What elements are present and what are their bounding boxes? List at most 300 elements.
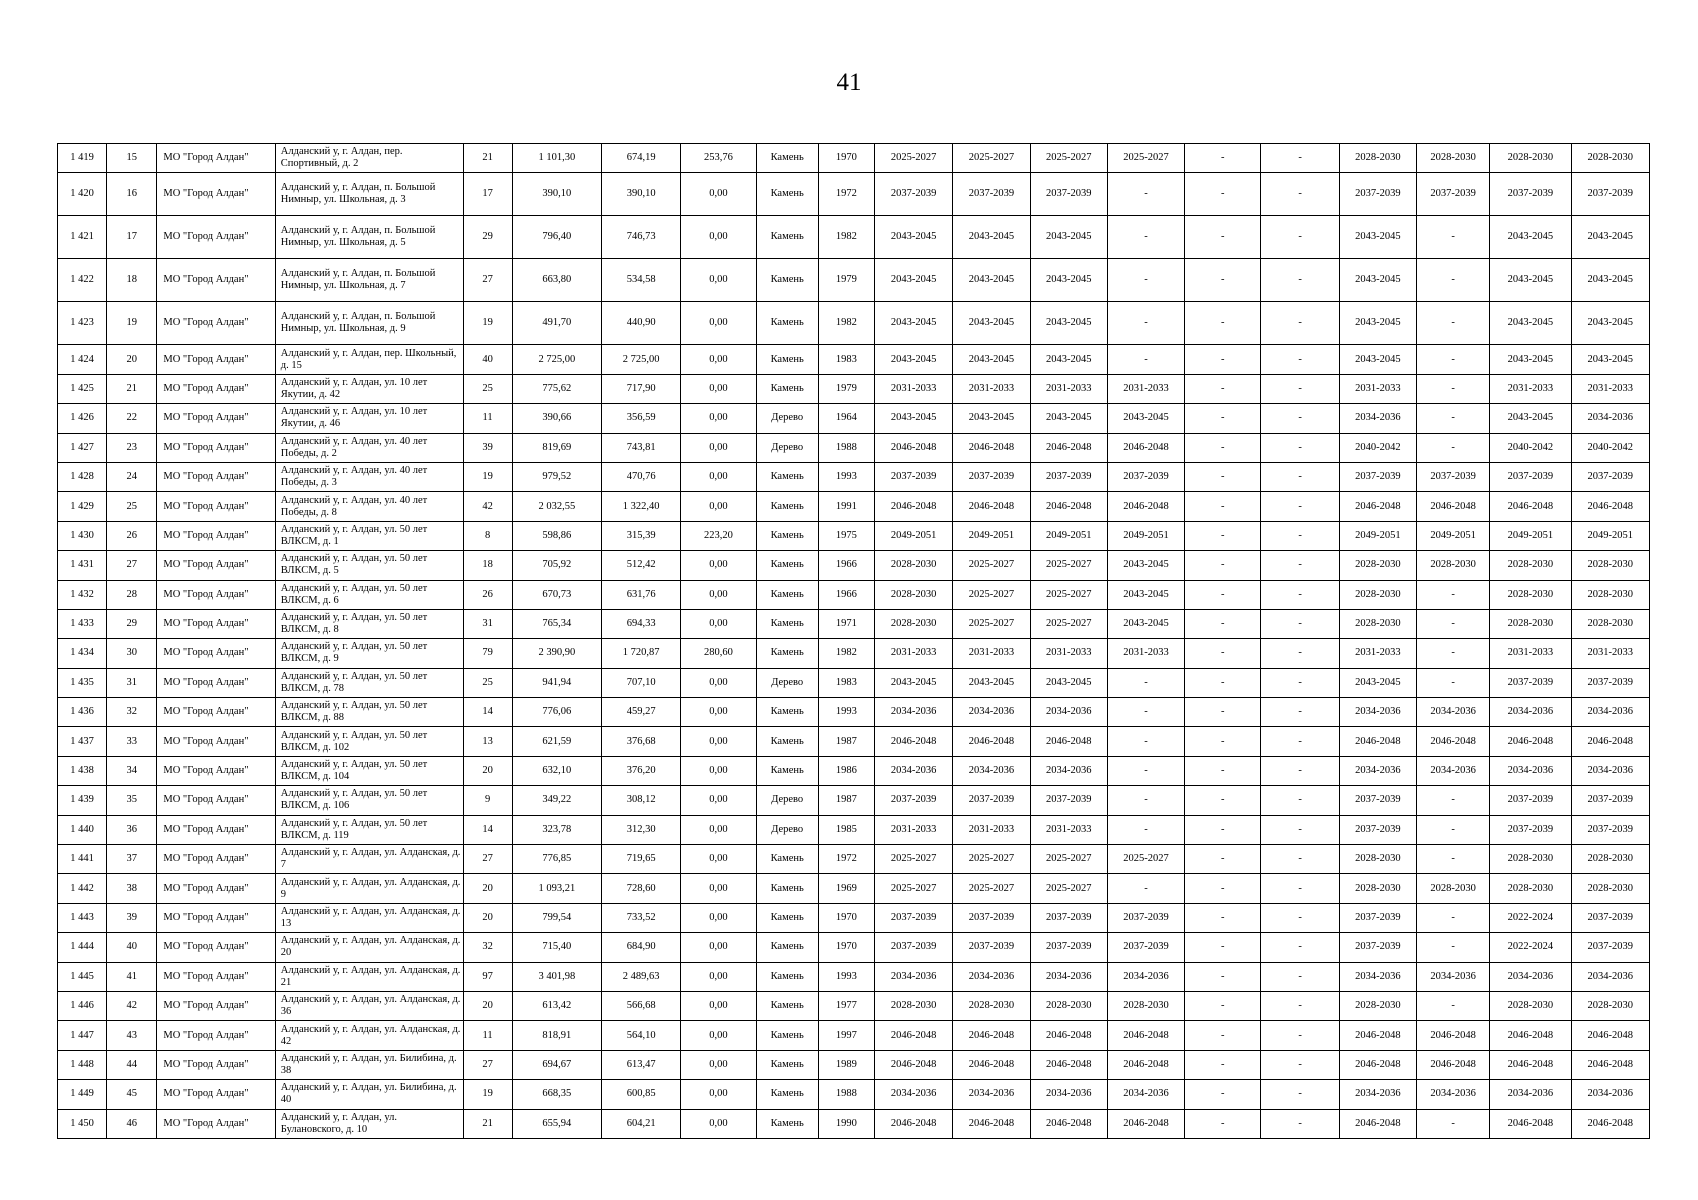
cell-term-4: 2037-2039 [1107, 933, 1184, 962]
cell-term-8: - [1416, 786, 1489, 815]
cell-term-7: 2028-2030 [1339, 551, 1416, 580]
cell-term-10: 2037-2039 [1571, 786, 1649, 815]
cell-term-6: - [1261, 639, 1339, 668]
cell-term-3: 2043-2045 [1030, 345, 1107, 374]
cell-term-3: 2046-2048 [1030, 1109, 1107, 1138]
cell-term-8: - [1416, 259, 1489, 302]
cell-term-9: 2043-2045 [1490, 302, 1571, 345]
cell-term-9: 2037-2039 [1490, 173, 1571, 216]
cell-term-6: - [1261, 259, 1339, 302]
cell-wall-material: Дерево [756, 786, 818, 815]
cell-municipality: МО "Город Алдан" [157, 433, 275, 462]
cell-row-number: 44 [107, 1050, 157, 1079]
cell-term-10: 2034-2036 [1571, 962, 1649, 991]
table-row [58, 551, 1650, 580]
table-row [58, 698, 1650, 727]
cell-nonresidential-area: 0,00 [681, 345, 756, 374]
cell-term-8: - [1416, 991, 1489, 1020]
cell-term-10: 2046-2048 [1571, 727, 1649, 756]
cell-total-area: 979,52 [512, 462, 601, 491]
cell-row-number: 41 [107, 962, 157, 991]
cell-term-6: - [1261, 609, 1339, 638]
cell-term-6: - [1261, 815, 1339, 844]
cell-address: Алданский у, г. Алдан, ул. 50 лет ВЛКСМ, д. 88 [275, 698, 463, 727]
housing-registry-table [57, 143, 1650, 1139]
cell-registry-number: 1 425 [58, 374, 107, 403]
cell-term-3: 2025-2027 [1030, 144, 1107, 173]
cell-term-2: 2037-2039 [953, 786, 1030, 815]
cell-term-3: 2034-2036 [1030, 698, 1107, 727]
cell-term-10: 2046-2048 [1571, 1021, 1649, 1050]
cell-term-6: - [1261, 345, 1339, 374]
cell-term-10: 2028-2030 [1571, 580, 1649, 609]
cell-residential-area: 600,85 [602, 1080, 681, 1109]
cell-nonresidential-area: 0,00 [681, 1109, 756, 1138]
cell-address: Алданский у, г. Алдан, ул. 50 лет ВЛКСМ, д. 5 [275, 551, 463, 580]
cell-term-5: - [1185, 1080, 1261, 1109]
table-row [58, 1080, 1650, 1109]
cell-row-number: 38 [107, 874, 157, 903]
table-row [58, 492, 1650, 521]
cell-term-1: 2037-2039 [875, 462, 953, 491]
table-row [58, 903, 1650, 932]
cell-term-10: 2037-2039 [1571, 933, 1649, 962]
table-row [58, 756, 1650, 785]
table-row [58, 845, 1650, 874]
cell-total-area: 655,94 [512, 1109, 601, 1138]
cell-term-2: 2043-2045 [953, 404, 1030, 433]
cell-term-9: 2034-2036 [1490, 698, 1571, 727]
cell-row-number: 35 [107, 786, 157, 815]
cell-row-number: 46 [107, 1109, 157, 1138]
cell-term-3: 2043-2045 [1030, 259, 1107, 302]
cell-row-number: 16 [107, 173, 157, 216]
cell-wall-material: Камень [756, 698, 818, 727]
cell-term-3: 2034-2036 [1030, 962, 1107, 991]
table-row [58, 345, 1650, 374]
cell-address: Алданский у, г. Алдан, п. Большой Нимныр, ул. Школьная, д. 5 [275, 216, 463, 259]
cell-municipality: МО "Город Алдан" [157, 216, 275, 259]
cell-row-number: 27 [107, 551, 157, 580]
cell-term-7: 2046-2048 [1339, 492, 1416, 521]
cell-nonresidential-area: 0,00 [681, 786, 756, 815]
cell-term-6: - [1261, 462, 1339, 491]
cell-municipality: МО "Город Алдан" [157, 903, 275, 932]
table-row [58, 462, 1650, 491]
cell-municipality: МО "Город Алдан" [157, 404, 275, 433]
cell-build-year: 1985 [818, 815, 874, 844]
cell-term-6: - [1261, 1080, 1339, 1109]
cell-term-3: 2025-2027 [1030, 609, 1107, 638]
table-row [58, 216, 1650, 259]
cell-registry-number: 1 444 [58, 933, 107, 962]
cell-nonresidential-area: 0,00 [681, 756, 756, 785]
cell-municipality: МО "Город Алдан" [157, 374, 275, 403]
cell-total-area: 776,06 [512, 698, 601, 727]
cell-build-year: 1989 [818, 1050, 874, 1079]
cell-address: Алданский у, г. Алдан, п. Большой Нимныр, ул. Школьная, д. 3 [275, 173, 463, 216]
cell-wall-material: Дерево [756, 433, 818, 462]
cell-term-1: 2034-2036 [875, 698, 953, 727]
cell-nonresidential-area: 0,00 [681, 259, 756, 302]
cell-term-7: 2037-2039 [1339, 173, 1416, 216]
cell-term-3: 2031-2033 [1030, 374, 1107, 403]
cell-term-1: 2025-2027 [875, 845, 953, 874]
cell-residential-area: 534,58 [602, 259, 681, 302]
cell-term-8: 2028-2030 [1416, 551, 1489, 580]
cell-address: Алданский у, г. Алдан, ул. Алданская, д. 7 [275, 845, 463, 874]
cell-term-5: - [1185, 216, 1261, 259]
cell-term-4: - [1107, 668, 1184, 697]
cell-apartments: 11 [463, 404, 512, 433]
cell-build-year: 1988 [818, 1080, 874, 1109]
cell-residential-area: 390,10 [602, 173, 681, 216]
cell-term-9: 2037-2039 [1490, 462, 1571, 491]
cell-address: Алданский у, г. Алдан, ул. Алданская, д. 20 [275, 933, 463, 962]
cell-residential-area: 1 322,40 [602, 492, 681, 521]
cell-residential-area: 631,76 [602, 580, 681, 609]
cell-term-7: 2034-2036 [1339, 962, 1416, 991]
cell-term-8: - [1416, 815, 1489, 844]
cell-row-number: 30 [107, 639, 157, 668]
cell-row-number: 45 [107, 1080, 157, 1109]
cell-municipality: МО "Город Алдан" [157, 756, 275, 785]
cell-residential-area: 1 720,87 [602, 639, 681, 668]
cell-term-6: - [1261, 727, 1339, 756]
cell-term-5: - [1185, 786, 1261, 815]
cell-term-6: - [1261, 492, 1339, 521]
cell-wall-material: Камень [756, 374, 818, 403]
cell-wall-material: Камень [756, 521, 818, 550]
cell-term-1: 2043-2045 [875, 216, 953, 259]
cell-registry-number: 1 437 [58, 727, 107, 756]
cell-term-10: 2037-2039 [1571, 173, 1649, 216]
cell-term-4: - [1107, 698, 1184, 727]
cell-term-5: - [1185, 903, 1261, 932]
cell-term-6: - [1261, 580, 1339, 609]
cell-term-3: 2043-2045 [1030, 302, 1107, 345]
cell-term-2: 2034-2036 [953, 756, 1030, 785]
cell-build-year: 1979 [818, 259, 874, 302]
cell-term-8: - [1416, 1109, 1489, 1138]
cell-term-3: 2034-2036 [1030, 756, 1107, 785]
cell-term-4: - [1107, 786, 1184, 815]
cell-term-8: - [1416, 903, 1489, 932]
cell-term-8: 2034-2036 [1416, 962, 1489, 991]
cell-apartments: 13 [463, 727, 512, 756]
cell-registry-number: 1 422 [58, 259, 107, 302]
cell-registry-number: 1 419 [58, 144, 107, 173]
cell-wall-material: Камень [756, 727, 818, 756]
cell-term-9: 2022-2024 [1490, 903, 1571, 932]
cell-term-7: 2037-2039 [1339, 903, 1416, 932]
cell-term-1: 2031-2033 [875, 374, 953, 403]
cell-nonresidential-area: 0,00 [681, 609, 756, 638]
cell-row-number: 19 [107, 302, 157, 345]
cell-term-9: 2046-2048 [1490, 1021, 1571, 1050]
cell-apartments: 27 [463, 259, 512, 302]
cell-apartments: 97 [463, 962, 512, 991]
cell-term-9: 2043-2045 [1490, 216, 1571, 259]
cell-term-4: - [1107, 216, 1184, 259]
cell-term-6: - [1261, 404, 1339, 433]
cell-term-2: 2025-2027 [953, 845, 1030, 874]
cell-registry-number: 1 426 [58, 404, 107, 433]
cell-term-1: 2028-2030 [875, 609, 953, 638]
cell-term-8: - [1416, 216, 1489, 259]
cell-term-10: 2031-2033 [1571, 374, 1649, 403]
cell-total-area: 323,78 [512, 815, 601, 844]
cell-total-area: 1 093,21 [512, 874, 601, 903]
cell-build-year: 1993 [818, 962, 874, 991]
cell-term-5: - [1185, 173, 1261, 216]
cell-municipality: МО "Город Алдан" [157, 845, 275, 874]
cell-term-8: 2037-2039 [1416, 462, 1489, 491]
cell-term-5: - [1185, 668, 1261, 697]
cell-term-4: 2031-2033 [1107, 374, 1184, 403]
cell-build-year: 1986 [818, 756, 874, 785]
cell-term-2: 2043-2045 [953, 259, 1030, 302]
cell-term-6: - [1261, 668, 1339, 697]
cell-row-number: 31 [107, 668, 157, 697]
cell-apartments: 40 [463, 345, 512, 374]
cell-total-area: 668,35 [512, 1080, 601, 1109]
cell-row-number: 23 [107, 433, 157, 462]
cell-nonresidential-area: 0,00 [681, 698, 756, 727]
cell-total-area: 491,70 [512, 302, 601, 345]
cell-address: Алданский у, г. Алдан, ул. Алданская, д. 13 [275, 903, 463, 932]
cell-term-1: 2046-2048 [875, 1050, 953, 1079]
cell-term-3: 2049-2051 [1030, 521, 1107, 550]
cell-municipality: МО "Город Алдан" [157, 639, 275, 668]
cell-build-year: 1969 [818, 874, 874, 903]
cell-term-4: 2046-2048 [1107, 492, 1184, 521]
cell-row-number: 36 [107, 815, 157, 844]
cell-residential-area: 684,90 [602, 933, 681, 962]
cell-term-6: - [1261, 144, 1339, 173]
cell-term-6: - [1261, 903, 1339, 932]
cell-term-7: 2034-2036 [1339, 1080, 1416, 1109]
cell-term-2: 2043-2045 [953, 345, 1030, 374]
cell-total-area: 775,62 [512, 374, 601, 403]
cell-registry-number: 1 427 [58, 433, 107, 462]
cell-build-year: 1970 [818, 933, 874, 962]
cell-address: Алданский у, г. Алдан, пер. Школьный, д. 15 [275, 345, 463, 374]
cell-row-number: 21 [107, 374, 157, 403]
cell-term-10: 2031-2033 [1571, 639, 1649, 668]
cell-total-area: 819,69 [512, 433, 601, 462]
cell-row-number: 42 [107, 991, 157, 1020]
cell-term-4: 2034-2036 [1107, 962, 1184, 991]
cell-address: Алданский у, г. Алдан, ул. Алданская, д. 42 [275, 1021, 463, 1050]
cell-address: Алданский у, г. Алдан, ул. Алданская, д. 9 [275, 874, 463, 903]
cell-row-number: 29 [107, 609, 157, 638]
cell-term-5: - [1185, 551, 1261, 580]
cell-nonresidential-area: 253,76 [681, 144, 756, 173]
cell-row-number: 22 [107, 404, 157, 433]
cell-municipality: МО "Город Алдан" [157, 345, 275, 374]
cell-term-7: 2046-2048 [1339, 1050, 1416, 1079]
cell-term-3: 2046-2048 [1030, 1050, 1107, 1079]
cell-municipality: МО "Город Алдан" [157, 991, 275, 1020]
cell-term-5: - [1185, 144, 1261, 173]
cell-registry-number: 1 435 [58, 668, 107, 697]
cell-term-1: 2049-2051 [875, 521, 953, 550]
cell-term-4: 2046-2048 [1107, 1109, 1184, 1138]
cell-term-4: 2043-2045 [1107, 580, 1184, 609]
cell-term-4: - [1107, 756, 1184, 785]
cell-term-5: - [1185, 1021, 1261, 1050]
cell-nonresidential-area: 0,00 [681, 727, 756, 756]
table-row [58, 404, 1650, 433]
cell-term-4: 2028-2030 [1107, 991, 1184, 1020]
cell-term-7: 2028-2030 [1339, 874, 1416, 903]
cell-municipality: МО "Город Алдан" [157, 492, 275, 521]
table-row [58, 815, 1650, 844]
table-row [58, 433, 1650, 462]
cell-wall-material: Камень [756, 216, 818, 259]
cell-term-5: - [1185, 874, 1261, 903]
cell-total-area: 776,85 [512, 845, 601, 874]
cell-term-8: - [1416, 580, 1489, 609]
cell-wall-material: Камень [756, 1021, 818, 1050]
table-row [58, 259, 1650, 302]
cell-registry-number: 1 449 [58, 1080, 107, 1109]
table-row [58, 144, 1650, 173]
cell-term-2: 2043-2045 [953, 302, 1030, 345]
cell-municipality: МО "Город Алдан" [157, 1109, 275, 1138]
cell-term-3: 2037-2039 [1030, 786, 1107, 815]
cell-term-5: - [1185, 259, 1261, 302]
cell-term-9: 2031-2033 [1490, 374, 1571, 403]
cell-term-10: 2046-2048 [1571, 1109, 1649, 1138]
cell-term-7: 2034-2036 [1339, 698, 1416, 727]
cell-build-year: 1987 [818, 786, 874, 815]
cell-term-8: 2046-2048 [1416, 1021, 1489, 1050]
cell-term-9: 2043-2045 [1490, 345, 1571, 374]
cell-residential-area: 566,68 [602, 991, 681, 1020]
cell-registry-number: 1 420 [58, 173, 107, 216]
cell-apartments: 25 [463, 668, 512, 697]
cell-term-9: 2028-2030 [1490, 551, 1571, 580]
cell-term-9: 2037-2039 [1490, 668, 1571, 697]
cell-registry-number: 1 440 [58, 815, 107, 844]
cell-apartments: 21 [463, 144, 512, 173]
cell-apartments: 20 [463, 756, 512, 785]
cell-term-9: 2037-2039 [1490, 815, 1571, 844]
cell-term-4: 2025-2027 [1107, 845, 1184, 874]
cell-total-area: 799,54 [512, 903, 601, 932]
cell-term-3: 2037-2039 [1030, 462, 1107, 491]
cell-registry-number: 1 431 [58, 551, 107, 580]
cell-wall-material: Камень [756, 609, 818, 638]
cell-registry-number: 1 446 [58, 991, 107, 1020]
cell-apartments: 20 [463, 903, 512, 932]
cell-wall-material: Камень [756, 1080, 818, 1109]
cell-term-2: 2046-2048 [953, 1109, 1030, 1138]
cell-wall-material: Камень [756, 903, 818, 932]
cell-term-4: - [1107, 727, 1184, 756]
cell-term-9: 2034-2036 [1490, 962, 1571, 991]
cell-wall-material: Камень [756, 580, 818, 609]
cell-term-9: 2028-2030 [1490, 144, 1571, 173]
cell-municipality: МО "Город Алдан" [157, 462, 275, 491]
table-row [58, 374, 1650, 403]
cell-address: Алданский у, г. Алдан, ул. Булановского, д. 10 [275, 1109, 463, 1138]
cell-term-3: 2025-2027 [1030, 874, 1107, 903]
cell-address: Алданский у, г. Алдан, ул. 40 лет Победы, д. 8 [275, 492, 463, 521]
cell-total-area: 2 725,00 [512, 345, 601, 374]
cell-term-6: - [1261, 173, 1339, 216]
cell-total-area: 2 390,90 [512, 639, 601, 668]
cell-term-9: 2028-2030 [1490, 874, 1571, 903]
cell-address: Алданский у, г. Алдан, ул. 50 лет ВЛКСМ, д. 9 [275, 639, 463, 668]
cell-term-4: 2046-2048 [1107, 1021, 1184, 1050]
cell-build-year: 1975 [818, 521, 874, 550]
cell-term-6: - [1261, 845, 1339, 874]
cell-municipality: МО "Город Алдан" [157, 668, 275, 697]
cell-residential-area: 376,20 [602, 756, 681, 785]
cell-build-year: 1990 [818, 1109, 874, 1138]
cell-term-10: 2043-2045 [1571, 259, 1649, 302]
cell-term-9: 2046-2048 [1490, 1109, 1571, 1138]
cell-residential-area: 459,27 [602, 698, 681, 727]
cell-build-year: 1970 [818, 144, 874, 173]
cell-term-8: - [1416, 668, 1489, 697]
cell-row-number: 39 [107, 903, 157, 932]
cell-term-5: - [1185, 404, 1261, 433]
cell-total-area: 663,80 [512, 259, 601, 302]
cell-term-4: 2031-2033 [1107, 639, 1184, 668]
table-row [58, 1109, 1650, 1138]
cell-nonresidential-area: 0,00 [681, 216, 756, 259]
cell-residential-area: 728,60 [602, 874, 681, 903]
cell-term-10: 2028-2030 [1571, 874, 1649, 903]
cell-wall-material: Камень [756, 1050, 818, 1079]
cell-registry-number: 1 432 [58, 580, 107, 609]
cell-address: Алданский у, г. Алдан, ул. 50 лет ВЛКСМ, д. 106 [275, 786, 463, 815]
cell-term-1: 2043-2045 [875, 345, 953, 374]
cell-registry-number: 1 445 [58, 962, 107, 991]
cell-term-2: 2025-2027 [953, 609, 1030, 638]
cell-registry-number: 1 421 [58, 216, 107, 259]
cell-row-number: 40 [107, 933, 157, 962]
cell-apartments: 17 [463, 173, 512, 216]
cell-term-4: 2049-2051 [1107, 521, 1184, 550]
cell-term-10: 2046-2048 [1571, 492, 1649, 521]
cell-term-3: 2025-2027 [1030, 580, 1107, 609]
cell-registry-number: 1 433 [58, 609, 107, 638]
cell-term-8: - [1416, 302, 1489, 345]
cell-total-area: 818,91 [512, 1021, 601, 1050]
cell-term-8: 2037-2039 [1416, 173, 1489, 216]
cell-term-1: 2046-2048 [875, 727, 953, 756]
cell-row-number: 33 [107, 727, 157, 756]
cell-residential-area: 746,73 [602, 216, 681, 259]
cell-term-7: 2043-2045 [1339, 345, 1416, 374]
cell-registry-number: 1 423 [58, 302, 107, 345]
cell-term-2: 2034-2036 [953, 1080, 1030, 1109]
cell-term-9: 2022-2024 [1490, 933, 1571, 962]
cell-term-4: - [1107, 173, 1184, 216]
cell-address: Алданский у, г. Алдан, ул. 50 лет ВЛКСМ, д. 6 [275, 580, 463, 609]
cell-municipality: МО "Город Алдан" [157, 786, 275, 815]
cell-apartments: 8 [463, 521, 512, 550]
cell-build-year: 1983 [818, 668, 874, 697]
cell-nonresidential-area: 0,00 [681, 404, 756, 433]
cell-build-year: 1987 [818, 727, 874, 756]
cell-total-area: 390,66 [512, 404, 601, 433]
